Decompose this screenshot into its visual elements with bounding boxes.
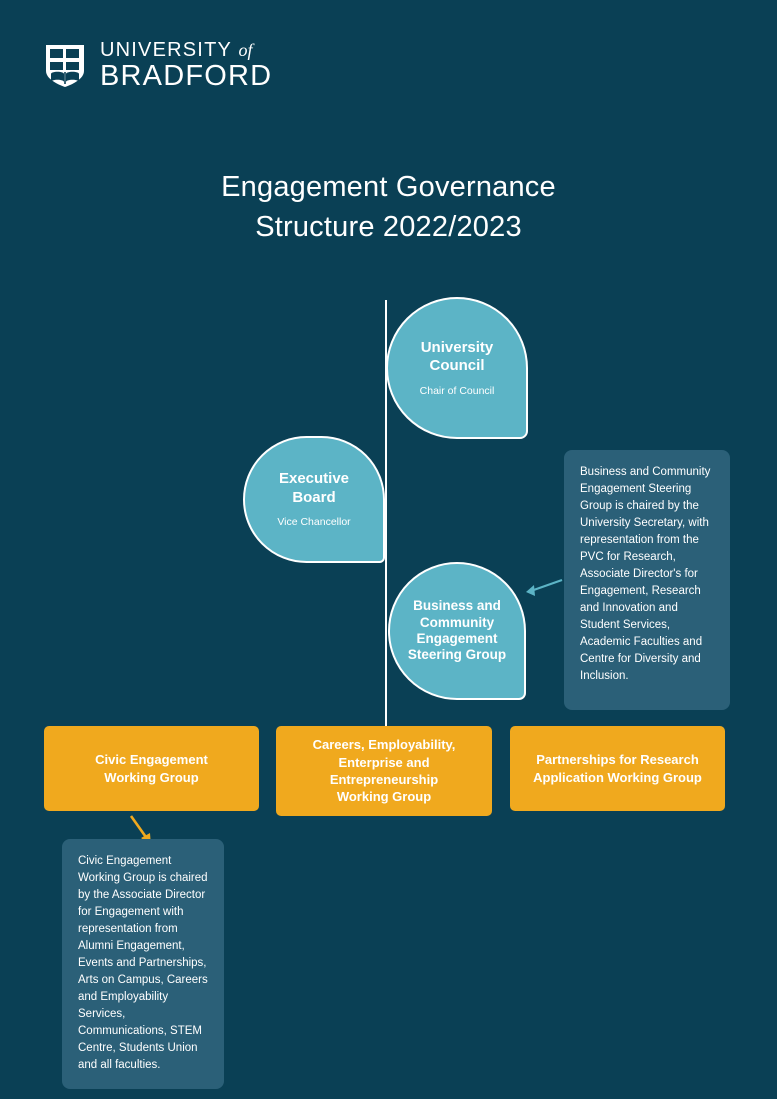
node-university-council[interactable] <box>386 297 528 439</box>
page-title-line-1: Engagement Governance <box>221 171 556 204</box>
annotation-civic-text: Civic Engagement Working Group is chaired by the Associate Director for Engagement with representation from Alumni Engagement, Events and Partnerships, Arts on Campus, Careers and Employability Services, Communications, STEM Centre, Students Union and all faculties. <box>78 855 208 1072</box>
annotation-bcesg-text: Business and Community Engagement Steering Group is chaired by the University Secretary, with representation from the PVC for Research, Associate Director's for Engagement, Research and Innovation and Student Services, Academic Faculties and Centre for Diversity and Inclusion. <box>580 466 711 683</box>
annotation-bcesg <box>564 450 730 710</box>
node-careers-label-l1: Careers, Employability, <box>312 737 456 753</box>
node-careers-label-l3: Working Group <box>336 789 432 805</box>
node-civic-label-l1: Civic Engagement <box>95 752 208 768</box>
node-business-community-engagement-steering-group[interactable] <box>388 562 526 700</box>
logo-line-university: UNIVERSITY <box>100 39 232 61</box>
node-executive-board-title <box>279 470 349 507</box>
logo-word-of: of <box>238 40 253 60</box>
logo-line-bradford: BRADFORD <box>100 60 273 92</box>
node-bcesg-title-l2: Community <box>419 614 495 630</box>
page-title-line-2: Structure 2022/2023 <box>255 211 522 244</box>
node-civic-label <box>95 751 208 786</box>
node-bcesg-title-l3: Engagement <box>416 631 498 646</box>
node-partnerships-label-l1: Partnerships for Research <box>536 752 699 768</box>
node-partnerships-for-research-application-working-group[interactable] <box>510 726 725 811</box>
university-logo <box>44 40 272 91</box>
node-partnerships-label <box>533 751 702 786</box>
node-university-council-role: Chair of Council <box>419 384 495 397</box>
node-bcesg-title <box>408 598 506 664</box>
node-university-council-title <box>421 339 494 376</box>
node-partnerships-label-l2: Application Working Group <box>533 769 702 785</box>
node-executive-board-title-l2: Board <box>292 488 336 506</box>
logo-wordmark <box>100 40 272 91</box>
node-university-council-title-l2: Council <box>429 357 485 375</box>
node-bcesg-title-l1: Business and <box>413 598 501 614</box>
node-university-council-title-l1: University <box>420 338 494 356</box>
node-careers-employability-enterprise-entrepreneurship-working-group[interactable] <box>276 726 492 816</box>
open-book-shield-icon <box>44 43 86 89</box>
node-executive-board-title-l1: Executive <box>278 470 350 488</box>
annotation-civic-engagement <box>62 839 224 1089</box>
node-careers-label-l2: Enterprise and Entrepreneurship <box>329 754 439 787</box>
node-bcesg-title-l4: Steering Group <box>407 647 507 663</box>
page-title <box>0 167 777 247</box>
node-executive-board[interactable] <box>243 436 385 563</box>
node-careers-label <box>286 736 482 806</box>
node-civic-engagement-working-group[interactable] <box>44 726 259 811</box>
node-civic-label-l2: Working Group <box>104 769 199 785</box>
node-executive-board-role: Vice Chancellor <box>277 516 351 528</box>
